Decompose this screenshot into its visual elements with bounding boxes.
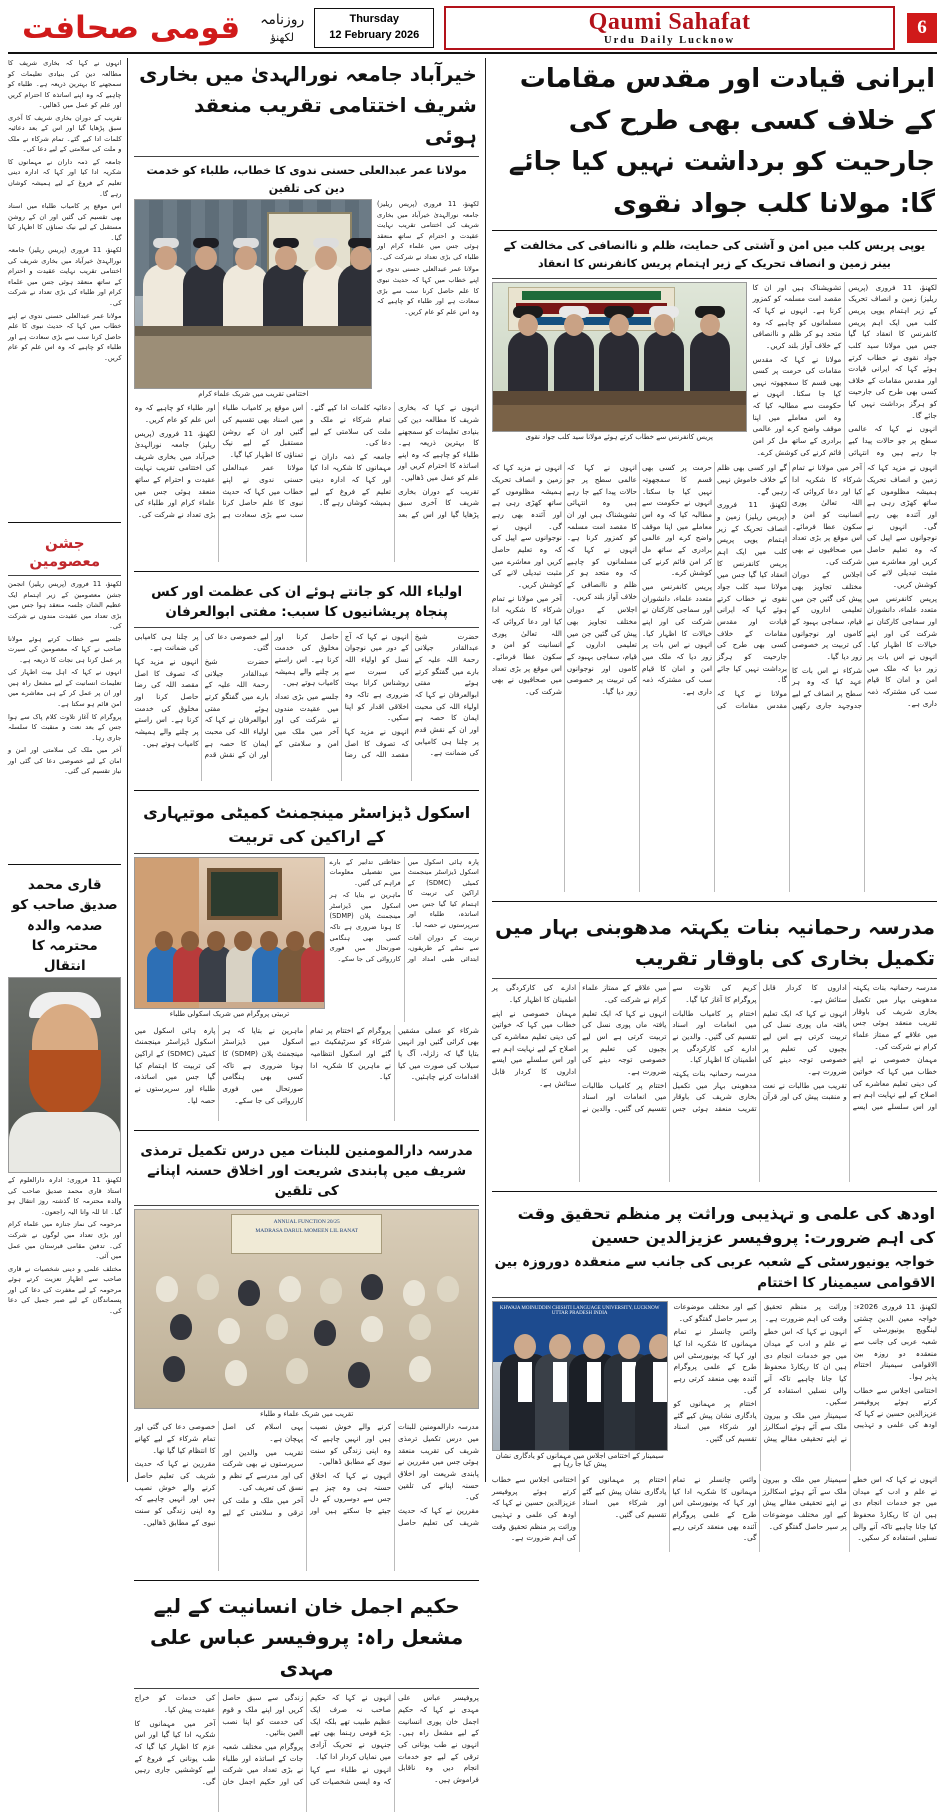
article-body-cont [492,1474,937,1552]
paragraph: آخر میں ملک و ملت کی ترقی و سلامتی کے لیے خصوصی دعا کی گئی اور تمام شرکاء کے لیے کھانے کا انتظام کیا گیا تھا۔ [134,1422,304,1518]
article-subhead: خواجہ یونیورسٹی کے شعبہ عربی کی جانب سے منعقدہ دوروزہ بین الاقوامی سیمینار کا اختتام [494,1254,935,1291]
sdmc-photo [134,857,324,1009]
panel-jashn-masoomeen [8,532,121,855]
article-body [134,1692,478,1812]
paragraph: جلسے سے خطاب کرتے ہوئے مولانا صاحب نے کہا کہ معصومین کی سیرت پر عمل کرنا ہی نجات کا ذریعہ ہے۔ [8,634,122,664]
paragraph: اختتام پر کامیاب طالبات میں انعامات اور اسناد تقسیم کی گئیں۔ والدین نے ادارے کی کارکردگی پر اطمینان کا اظہار کیا۔ [491,983,667,1113]
paragraph: انہوں نے مزید کہا کہ زمین و انصاف تحریک ہمیشہ مظلوموں کے ساتھ کھڑی رہی ہے اور آئندہ بھی رہے گی۔ انہوں نے نوجوانوں سے اپیل کی کہ وہ تعلیم حاصل کریں اور معاشرے میں مثبت تبدیلی لانے کی کوشش کریں۔ [866,463,937,589]
beard [29,1050,101,1116]
masthead-urdu-sub-line1: روزنامہ [260,11,305,28]
masthead-urdu-sub-line2: لکھنؤ [270,31,294,45]
paragraph: انہوں نے کہا کہ اس خطے نے علم و ادب کے میدان میں جو خدمات انجام دی ہیں ان کا ریکارڈ محفوظ کیا جانا چاہیے تاکہ آنے والی نسلیں استفادہ کر سکیں۔ [852,1474,937,1543]
paragraph: انہوں نے مزید کہا کہ زمین و انصاف تحریک ہمیشہ مظلوموں کے ساتھ کھڑی رہی ہے اور آئندہ بھی رہے گی۔ انہوں نے نوجوانوں سے اپیل کی کہ وہ تعلیم حاصل کریں اور معاشرے میں مثبت تبدیلی لانے کی کوشش کریں۔ [491,463,562,589]
article-subhead: یوپی پریس کلب میں امن و آشتی کی حمایت، ظلم و ناانصافی کی مخالفت کے بینر زمین و انصاف تحریک کے زیر اہتمام پریس کانفرنس کا انعقاد [503,239,926,270]
masthead [8,6,937,54]
paragraph: انہوں نے کہا کہ عالمی سطح پر جو حالات پیدا کیے جا رہے ہیں وہ انتہائی تشویشناک ہیں اور ان کا مقصد امت مسلمہ کو کمزور کرنا ہے۔ انہوں نے کہا کہ مسلمانوں کو چاہیے کہ وہ متحد ہو کر ظلم و ناانصافی کے خلاف آواز بلند کریں۔ [752,282,937,457]
paragraph: شرکاء کو عملی مشقیں بھی کرائی گئیں اور انہیں بتایا گیا کہ زلزلہ، آگ یا سیلاب کی صورت میں کیا اقدامات کرنے چاہئیں۔ [398,1025,479,1082]
column-divider-2 [127,58,128,1482]
column-right [491,58,937,1543]
obituary-headline: قاری محمد صدیق صاحب کو صدمہ والدہ محترمہ کا انتقال [11,877,118,974]
paragraph: پارہ ہائی اسکول میں اسکول ڈیزاسٹر مینجمنٹ کمیٹی (SDMC) کے اراکین کی تربیت کا اہتمام کیا گیا جس میں اساتذہ، طلباء اور سرپرستوں نے حصہ لیا۔ [407,857,479,929]
seminar-backdrop: KHWAJA MOINUDDIN CHISHTI LANGUAGE UNIVERSITY, LUCKNOW UTTAR PRADESH INDIA [493,1302,667,1362]
paragraph: تربیت کے دوران آفات سے نمٹنے کے طریقوں، ابتدائی طبی امداد اور حفاظتی تدابیر کے بارے میں تفصیلی معلومات فراہم کی گئیں۔ [329,857,479,963]
paragraph: لکھنؤ، 11 فروری (پریس ریلیز) جامعہ نورالہدیٰ خیرآباد میں بخاری شریف کی اختتامی تقریب نہایت عقیدت و احترام کے ساتھ منعقد ہوئی جس میں علماء کرام اور طلباء کی بڑی تعداد نے شرکت کی۔ [134,428,216,520]
paragraph: لکھنؤ، 11 فروری: ادارہ دارالعلوم کے استاذ قاری محمد صدیق صاحب کی والدہ محترمہ کا گذشتہ روز انتقال ہو گیا۔ انا للہ وانا الیہ راجعون۔ [8,1176,122,1216]
article-iran-leadership [492,58,937,892]
column-left [8,58,121,1482]
page-number: 6 [907,13,937,43]
article-headline: اسکول ڈیزاسٹر مینجمنٹ کمیٹی موتیہاری کے اراکین کی تربیت [143,802,471,846]
photo-caption: پریس کانفرنس سے خطاب کرتے ہوئے مولانا سید کلب جواد نقوی [525,432,714,441]
paragraph: لکھنؤ، 11 فروری (پریس ریلیز) زمین و انصاف تحریک کے زیر اہتمام یوپی پریس کلب میں ایک اہم پریس کانفرنس کا انعقاد کیا گیا جس میں مولانا سید کلب جواد نقوی نے خطاب کرتے ہوئے کہا کہ ایرانی قیادت اور مقدس مقامات کے خلاف کسی بھی طرح کی جارحیت کو ہرگز برداشت نہیں کیا جائے گا۔ [848,282,937,420]
paragraph: آخر میں مہمانوں کا شکریہ ادا کیا گیا اور اس عزم کا اظہار کیا گیا کہ طب یونانی کے فروغ کے لیے کوششیں جاری رہیں گی۔ [134,1718,216,1787]
paragraph: تقریب کے دوران بخاری شریف کا آخری سبق پڑھایا گیا اور اس کے بعد دعائیہ کلمات ادا کیے گئے۔ تمام شرکاء نے ملک و ملت کی سلامتی کے لیے دعا کی۔ [310,403,479,520]
article-headline: مدرسہ رحمانیہ بنات یکہتہ مدھوبنی بہار میں تکمیل بخاری کی باوقار تقریب [495,915,935,971]
paragraph: مہمان خصوصی نے اپنے خطاب میں کہا کہ خواتین کی دینی تعلیم معاشرے کی اصلاح کے لیے نہایت اہم ہے اور اس سلسلے میں ایسے اداروں کا کردار قابل ستائش ہے۔ [491,1008,577,1088]
paragraph: انہوں نے کہا کہ بخاری شریف کا مطالعہ دین کی بنیادی تعلیمات کو سمجھنے کا بہترین ذریعہ ہے۔ طلباء کو چاہیے کہ وہ اپنے اساتذہ کا احترام کریں اور علم کو عمل میں ڈھالیں۔ [398,403,479,483]
paragraph: پروگرام میں مختلف شعبہ جات کے اساتذہ اور طلباء نے بڑی تعداد میں شرکت کی اور حکیم اجمل خان کی خدمات کو خراج عقیدت پیش کیا۔ [134,1693,304,1787]
article-body [492,462,937,892]
paragraph: مرحومہ کی نماز جنازہ میں علماء کرام اور بڑی تعداد میں لوگوں نے شرکت کی۔ تدفین مقامی قبرستان میں عمل میں آئی۔ [8,1220,122,1261]
paragraph: پروگرام کا آغاز تلاوت کلام پاک سے ہوا جس کے بعد نعت و منقبت کا سلسلہ جاری رہا۔ [8,712,122,742]
article-subhead: مولانا عمر عبدالعلی حسنی ندوی کا خطاب، طلباء کو خدمت دین کی تلقین [146,164,467,195]
paragraph: انہوں نے کہا کہ آج کے دور میں نوجوان نسل کو اولیاء اللہ کی سیرت سے روشناس کرانا بہت ضروری ہے تاکہ وہ اخلاقی اقدار کو اپنا سکیں۔ [344,631,409,723]
paragraph: مختلف علمی و دینی شخصیات نے قاری صاحب سے اظہار تعزیت کرتے ہوئے مرحومہ کے لیے مغفرت کی دعا کی اور پسماندگان کے لیے صبر جمیل کی دعا کی۔ [8,1264,122,1315]
blackboard [207,868,282,920]
paragraph: تقریب میں طالبات نے نعت و منقبت پیش کی اور قرآن کریم کی تلاوت سے پروگرام کا آغاز کیا گیا۔ [672,983,847,1102]
paragraph: اجلاس کے دوران مختلف تجاویز بھی پیش کی گئیں جن میں تعلیمی اداروں کے قیام، سماجی بہبود کے کاموں اور نوجوانوں کی تربیت پر خصوصی زور دیا گیا۔ [791,570,862,661]
paragraph: انہوں نے کہا کہ ایک تعلیم یافتہ ماں پوری نسل کی تربیت کرتی ہے اس لیے بچیوں کی تعلیم پر خصوصی توجہ دینے کی ضرورت ہے۔ [582,1008,667,1076]
masthead-urdu-subtitle [250,11,314,46]
obituary-body [8,1175,121,1455]
paragraph: مدرسہ رحمانیہ بنات یکہتہ مدھوبنی بہار میں تکمیل بخاری شریف کی باوقار تقریب منعقد ہوئی جس میں علاقے کے ممتاز علماء کرام نے شرکت کی۔ [852,983,937,1051]
paragraph: اختتامی اجلاس سے خطاب کرتے ہوئے پروفیسر عزیزالدین حسین نے کہا کہ اودھ کی علمی و تہذیبی وراثت پر منظم تحقیق وقت کی اہم ضرورت ہے۔ [491,1474,577,1543]
paragraph: مولانا عمر عبدالعلی حسنی ندوی نے اپنے خطاب میں کہا کہ حدیث نبوی کا علم حاصل کرنا سب سے بڑی سعادت ہے اور طلباء کو چاہیے کہ وہ اس علم کو عام کریں۔ [8,311,122,362]
masthead-date-value: 12 February 2026 [329,29,420,41]
paragraph: تقریب کے دوران بخاری شریف کا آخری سبق پڑھایا گیا اور اس کے بعد دعائیہ کلمات ادا کیے گئے۔ تمام شرکاء نے ملک و ملت کی سلامتی کے لیے دعا کی۔ [8,113,122,154]
article-body [134,631,478,781]
article-body [134,402,478,562]
article-body [134,1025,478,1121]
article-sdmc [134,800,478,1121]
paragraph: پارہ ہائی اسکول میں اسکول ڈیزاسٹر مینجمنٹ کمیٹی (SDMC) کے اراکین کی تربیت کا اہتمام کیا گیا جس میں اساتذہ، طلباء اور سرپرستوں نے حصہ لیا۔ [134,1025,216,1105]
panel-title: جشن معصومین [29,534,101,570]
paragraph: مدرسہ رحمانیہ بنات یکہتہ مدھوبنی بہار میں تکمیل بخاری شریف کی باوقار تقریب منعقد ہوئی جس میں علاقے کے ممتاز علماء کرام نے شرکت کی۔ [582,983,757,1113]
paragraph: پریس کانفرنس میں متعدد علماء، دانشوران اور سماجی کارکنان نے شرکت کی اور اپنے خیالات کا اظہار کیا۔ انہوں نے اس بات پر زور دیا کہ ملک میں امن و امان کا قیام سب کی مشترکہ ذمہ داری ہے۔ [866,593,937,708]
paragraph: سیمینار میں ملک و بیرون ملک سے آئے ہوئے اسکالرز نے اپنے تحقیقی مقالے پیش کیے اور مختلف موضوعات پر سیر حاصل گفتگو کی۔ [673,1301,847,1444]
madrasa-function-photo [134,1209,478,1409]
article-headline: خیرآباد جامعہ نورالہدیٰ میں بخاری شریف اختتامی تقریب منعقد ہوئی [139,62,477,148]
article-awliya [134,581,478,781]
paragraph: شرکاء نے اس بات کا عہد کیا کہ وہ ہر سطح پر انصاف کے لیے جدوجہد جاری رکھیں گے اور کسی بھی ظلم کے خلاف خاموش نہیں رہیں گے۔ [716,463,862,710]
press-conference-photo [492,282,747,432]
article-hakeem [134,1590,478,1812]
paragraph: حضرت شیخ عبدالقادر جیلانی رحمۃ اللہ علیہ کے بارے میں گفتگو کرتے ہوئے مفتی ابوالعرفان نے کہا کہ اولیاء اللہ کی محبت ایمان کا حصہ ہے اور ان کے نقش قدم پر چلنا ہی کامیابی کی ضمانت ہے۔ [134,631,269,760]
article-headline: اودھ کی علمی و تہذیبی وراثت پر منظم تحقیق وقت کی اہم ضرورت: پروفیسر عزیزالدین حسین [517,1204,935,1248]
paragraph: لکھنؤ، 11 فروری (پریس ریلیز) جامعہ نورالہدیٰ خیرآباد میں بخاری شریف کی اختتامی تقریب نہایت عقیدت و احترام کے ساتھ منعقد ہوئی جس میں علماء کرام اور طلباء کی بڑی تعداد نے شرکت کی۔ [8,246,122,308]
paragraph: لکھنؤ، 11 فروری 2026ء: خواجہ معین الدین چشتی لینگویج یونیورسٹی کے شعبہ عربی کی جانب سے منعقدہ دو روزہ بین الاقوامی سیمینار اختتام پذیر ہوا۔ [853,1301,937,1381]
article-headline: اولیاء اللہ کو جانتے ہوئے ان کی عظمت اور کس پنجاہ پریشانیوں کا سبب: مفتی ابوالعرفان [151,584,463,621]
paragraph: جامعہ کے ذمہ داران نے مہمانوں کا شکریہ ادا کیا اور کہا کہ ادارہ دینی تعلیم کے فروغ کے لیے ہمیشہ کوشاں رہے گا۔ [310,451,392,508]
article-headline: ایرانی قیادت اور مقدس مقامات کے خلاف کسی بھی طرح کی جارحیت کو برداشت نہیں کیا جائے گا: مولانا کلب جواد نقوی [508,64,935,219]
paragraph: جامعہ کے ذمہ داران نے مہمانوں کا شکریہ ادا کیا اور کہا کہ ادارہ دینی تعلیم کے فروغ کے لیے ہمیشہ کوشاں رہے گا۔ [8,157,122,198]
paragraph: مہمان خصوصی نے اپنے خطاب میں کہا کہ خواتین کی دینی تعلیم معاشرے کی اصلاح کے لیے نہایت اہم ہے اور اس سلسلے میں ایسے اداروں کا کردار قابل ستائش ہے۔ [762,983,937,1111]
paragraph: انہوں نے مزید کہا کہ تصوف کا اصل مقصد اللہ کی رضا حاصل کرنا اور مخلوق کی خدمت کرنا ہے۔ اس راستے پر چلنے والے ہمیشہ کامیاب ہوتے ہیں۔ [274,631,409,760]
paragraph: ماہرین نے بتایا کہ ہر اسکول میں ڈیزاسٹر مینجمنٹ پلان (SDMP) کا ہونا ضروری ہے تاکہ کسی بھی ہنگامی صورتحال میں فوری کارروائی کی جا سکے۔ [329,891,401,963]
photo-caption: سیمینار کے اختتامی اجلاس میں مہمانوں کو یادگاری نشان پیش کیا جا رہا ہے [495,1451,664,1468]
paragraph: اختتامی اجلاس سے خطاب کرتے ہوئے پروفیسر عزیزالدین حسین نے کہا کہ اودھ کی علمی و تہذیبی وراثت پر منظم تحقیق وقت کی اہم ضرورت ہے۔ [763,1301,937,1430]
masthead-day: Thursday [349,13,399,26]
article-darul-uloom [134,1140,478,1572]
photo-caption: تقریب میں شریک علماء و طلباء [260,1410,354,1419]
paragraph: انہوں نے کہا کہ اہل بیت اطہار کی تعلیمات انسانیت کے لیے مشعل راہ ہیں اور ان پر عمل کر کے ہی معاشرے میں امن قائم ہو سکتا ہے۔ [8,668,122,709]
paragraph: مولانا نے کہا کہ مقدس مقامات کی حرمت پر کسی بھی قسم کا سمجھوتہ نہیں کیا جا سکتا۔ انہوں نے حکومت سے مطالبہ کیا کہ وہ اس معاملے میں اپنا موقف واضح کرے اور عالمی برادری کے ساتھ مل کر امن قائم کرنے کی کوشش کرے۔ [752,354,842,457]
paragraph: وائس چانسلر نے تمام مہمانوں کا شکریہ ادا کیا اور کہا کہ یونیورسٹی اس طرح کے علمی پروگرام آئندہ بھی منعقد کرتی رہے گی۔ [672,1474,757,1543]
paragraph: ماہرین نے بتایا کہ ہر اسکول میں ڈیزاسٹر مینجمنٹ پلان (SDMP) کا ہونا ضروری ہے تاکہ کسی بھی ہنگامی صورتحال میں فوری کارروائی کی جا سکے۔ [222,1025,304,1105]
paragraph: مدرسہ دارالمومنین للبنات میں درس تکمیل ترمذی شریف کی تقریب منعقد ہوئی جس میں مقررین نے پابندی شریعت اور اخلاق حسنہ اپنانے کی تلقین کی۔ [398,1422,479,1502]
paragraph: پروفیسر عباس علی مہدی نے کہا کہ حکیم اجمل خان پوری انسانیت کے لیے مشعل راہ ہیں۔ انہوں نے طب یونانی کی ترقی کے لیے جو خدمات انجام دیں وہ ناقابل فراموش ہیں۔ [398,1693,479,1785]
article-madrasa-rehmania [492,911,937,1182]
paragraph: انہوں نے کہا کہ بخاری شریف کا مطالعہ دین کی بنیادی تعلیمات کو سمجھنے کا بہترین ذریعہ ہے۔ طلباء کو چاہیے کہ وہ اپنے اساتذہ کا احترام کریں اور علم کو عمل میں ڈھالیں۔ [8,59,122,110]
paragraph: لکھنؤ، 11 فروری (پریس ریلیز) جامعہ نورالہدیٰ خیرآباد میں بخاری شریف کی اختتامی تقریب نہایت عقیدت و احترام کے ساتھ منعقد ہوئی جس میں علماء کرام اور طلباء کی بڑی تعداد نے شرکت کی۔ [377,200,479,261]
article-headline: مدرسہ دارالمومنین للبنات میں درس تکمیل ترمذی شریف میں پابندی شریعت اور اخلاق حسنہ اپنانے کی تلقین [140,1142,473,1200]
paragraph: لکھنؤ، 11 فروری (پریس ریلیز) انجمن جشن معصومین کے زیر اہتمام ایک عظیم الشان جلسہ منعقد ہوا جس میں بڑی تعداد میں عقیدت مندوں نے شرکت کی۔ [8,580,122,631]
article-body-intro [377,199,479,399]
paragraph: تقریب میں والدین اور سرپرستوں نے بھی شرکت کی اور مدرسے کے نظم و نسق کی تعریف کی۔ [222,1447,304,1492]
paragraph: مقررین نے کہا کہ حدیث شریف کی تعلیم حاصل کرنے والے خوش نصیب ہیں اور انہیں چاہیے کہ وہ اپنی زندگی کو سنت نبوی کے مطابق ڈھالیں۔ [310,1422,479,1527]
article-obituary [8,874,121,1455]
article-body-intro [330,857,479,1022]
paragraph: انہوں نے کہا کہ اخلاق حسنہ ہی وہ چیز ہے جس سے دوسروں کے دل جیتے جا سکتے ہیں اور یہی اسلام کی اصل پہچان ہے۔ [222,1422,392,1516]
paragraph: مقررین نے کہا کہ حدیث شریف کی تعلیم حاصل کرنے والے خوش نصیب ہیں اور انہیں چاہیے کہ وہ اپنی زندگی کو سنت نبوی کے مطابق ڈھالیں۔ [134,1459,216,1527]
paragraph: پروگرام کے اختتام پر تمام شرکاء کو سرٹیفکیٹ دیے گئے اور اسکول انتظامیہ نے ماہرین کا شکریہ ادا کیا۔ [310,1025,392,1082]
paragraph: مولانا عمر عبدالعلی حسنی ندوی نے اپنے خطاب میں کہا کہ حدیث نبوی کا علم حاصل کرنا سب سے بڑی سعادت ہے اور طلباء کو چاہیے کہ وہ اس علم کو عام کریں۔ [377,265,479,316]
obituary-portrait [8,977,121,1173]
article-body [492,982,937,1182]
article-body-intro [753,282,937,460]
paragraph: جلسے میں بڑی تعداد میں عقیدت مندوں نے شرکت کی اور آخر میں ملک میں امن و سلامتی کے لیے خصوصی دعا کی گئی۔ [204,631,339,748]
photo-caption: تربیتی پروگرام میں شریک اسکولی طلباء [169,1009,290,1018]
paragraph: انہوں نے کہا کہ عالمی سطح پر جو حالات پیدا کیے جا رہے ہیں وہ انتہائی تشویشناک ہیں اور ان کا مقصد امت مسلمہ کو کمزور کرنا ہے۔ انہوں نے کہا کہ مسلمانوں کو چاہیے کہ وہ متحد ہو کر ظلم و ناانصافی کے خلاف آواز بلند کریں۔ [566,463,637,601]
paragraph: آخر میں ملک کی سلامتی اور امن و امان کے لیے خصوصی دعا کی گئی اور نیاز تقسیم کی گئی۔ [8,746,122,776]
paragraph: آخر میں مولانا نے تمام شرکاء کا شکریہ ادا کیا اور دعا کروائی کہ اللہ تعالیٰ پوری انسانیت کو امن و سکون عطا فرمائے۔ اس موقع پر بڑی تعداد میں صحافیوں نے بھی شرکت کی۔ [791,463,862,566]
article-headline: حکیم اجمل خان انسانیت کے لیے مشعل راہ: پروفیسر عباس علی مہدی [150,1594,464,1681]
paragraph: اس موقع پر کامیاب طلباء میں اسناد بھی تقسیم کی گئیں اور ان کے روشن مستقبل کے لیے نیک تمناؤں کا اظہار کیا گیا۔ [222,403,304,459]
paragraph: انہوں نے طلباء سے کہا کہ وہ ایسی شخصیات کی زندگی سے سبق حاصل کریں اور اپنے ملک و قوم کی خدمت کو اپنا نصب العین بنائیں۔ [222,1693,392,1787]
paragraph: اجلاس کے دوران مختلف تجاویز بھی پیش کی گئیں جن میں تعلیمی اداروں کے قیام، سماجی بہبود کے کاموں اور نوجوانوں کی تربیت پر خصوصی زور دیا گیا۔ [566,605,637,696]
paragraph: مولانا عمر عبدالعلی حسنی ندوی نے اپنے خطاب میں کہا کہ حدیث نبوی کا علم حاصل کرنا سب سے بڑی سعادت ہے اور طلباء کو چاہیے کہ وہ اس علم کو عام کریں۔ [134,403,304,520]
masthead-english-title: Qaumi Sahafat [588,8,751,35]
paragraph: لکھنؤ، 11 فروری (پریس ریلیز) زمین و انصاف تحریک کے زیر اہتمام یوپی پریس کلب میں ایک اہم پریس کانفرنس کا انعقاد کیا گیا جس میں مولانا سید کلب جواد نقوی نے خطاب کرتے ہوئے کہا کہ ایرانی قیادت اور مقدس مقامات کے خلاف کسی بھی طرح کی جارحیت کو ہرگز برداشت نہیں کیا جائے گا۔ [716,500,787,685]
paragraph: اختتام پر مہمانوں کو یادگاری نشان پیش کیے گئے اور شرکاء میں اسناد تقسیم کی گئیں۔ [673,1399,757,1444]
article-body [674,1301,937,1471]
photo-caption: اختتامی تقریب میں شریک علماء کرام [198,390,309,399]
paragraph: پریس کانفرنس میں متعدد علماء، دانشوران اور سماجی کارکنان نے شرکت کی اور اپنے خیالات کا اظہار کیا۔ انہوں نے اس بات پر زور دیا کہ ملک میں امن و امان کا قیام سب کی مشترکہ ذمہ داری ہے۔ [641,581,712,696]
masthead-english [444,6,895,50]
paragraph: اس موقع پر کامیاب طلباء میں اسناد بھی تقسیم کی گئیں اور ان کے روشن مستقبل کے لیے نیک تمناؤں کا اظہار کیا گیا۔ [8,202,122,242]
torso [9,1112,121,1172]
paragraph: سیمینار میں ملک و بیرون ملک سے آئے ہوئے اسکالرز نے اپنے تحقیقی مقالے پیش کیے اور مختلف موضوعات پر سیر حاصل گفتگو کی۔ [762,1474,847,1531]
paragraph: انہوں نے کہا کہ اس خطے نے علم و ادب کے میدان میں جو خدمات انجام دی ہیں ان کا ریکارڈ محفوظ کیا جانا چاہیے تاکہ آنے والی نسلیں استفادہ کر سکیں۔ [763,1327,847,1407]
paragraph: حضرت شیخ عبدالقادر جیلانی رحمۃ اللہ علیہ کے بارے میں گفتگو کرتے ہوئے مفتی ابوالعرفان نے کہا کہ اولیاء اللہ کی محبت ایمان کا حصہ ہے اور ان کے نقش قدم پر چلنا ہی کامیابی کی ضمانت ہے۔ [414,631,479,758]
page-grid [8,58,937,1787]
masthead-date [314,8,434,48]
paragraph: انہوں نے کہا کہ حکیم صاحب نہ صرف ایک عظیم طبیب تھے بلکہ ایک بڑے قومی رہنما بھی تھے جنہوں نے تحریک آزادی میں نمایاں کردار ادا کیا۔ [310,1693,392,1761]
column-divider [485,58,486,1482]
paragraph: اختتام پر کامیاب طالبات میں انعامات اور اسناد تقسیم کی گئیں۔ والدین نے ادارے کی کارکردگی پر اطمینان کا اظہار کیا۔ [672,1008,757,1065]
article-khairabad-continuation [8,58,121,513]
paragraph: انہوں نے مزید کہا کہ تصوف کا اصل مقصد اللہ کی رضا حاصل کرنا اور مخلوق کی خدمت کرنا ہے۔ اس راستے پر چلنے والے ہمیشہ کامیاب ہوتے ہیں۔ [134,657,199,748]
masthead-urdu-title: قومی صحافت [22,10,241,46]
khairabad-photo [134,199,372,389]
paragraph: انہوں نے کہا کہ ایک تعلیم یافتہ ماں پوری نسل کی تربیت کرتی ہے اس لیے بچیوں کی تعلیم پر خصوصی توجہ دینے کی ضرورت ہے۔ [762,1008,847,1076]
paragraph: اختتام پر مہمانوں کو یادگاری نشان پیش کیے گئے اور شرکاء میں اسناد تقسیم کی گئیں۔ [582,1474,667,1519]
masthead-english-subtitle: Urdu Daily Lucknow [604,35,736,47]
function-banner: ANNUAL FUNCTION 20/25 MADRASA DARUL MOMEEN LIL BANAT [231,1214,382,1254]
article-khairabad [134,58,478,562]
paragraph: وائس چانسلر نے تمام مہمانوں کا شکریہ ادا کیا اور کہا کہ یونیورسٹی اس طرح کے علمی پروگرام آئندہ بھی منعقد کرتی رہے گی۔ [673,1327,757,1395]
article-seminar [492,1201,937,1552]
seminar-photo [492,1301,668,1451]
column-middle [134,58,479,1787]
article-body [134,1421,478,1571]
paragraph: مولانا نے کہا کہ مقدس مقامات کی حرمت پر کسی بھی قسم کا سمجھوتہ نہیں کیا جا سکتا۔ انہوں نے حکومت سے مطالبہ کیا کہ وہ اس معاملے میں اپنا موقف واضح کرے اور عالمی برادری کے ساتھ مل کر امن قائم کرنے کی کوشش کرے۔ [641,463,787,710]
paragraph: آخر میں مولانا نے تمام شرکاء کا شکریہ ادا کیا اور دعا کروائی کہ اللہ تعالیٰ پوری انسانیت کو امن و سکون عطا فرمائے۔ اس موقع پر بڑی تعداد میں صحافیوں نے بھی شرکت کی۔ [491,593,562,696]
panel-body [8,579,121,855]
